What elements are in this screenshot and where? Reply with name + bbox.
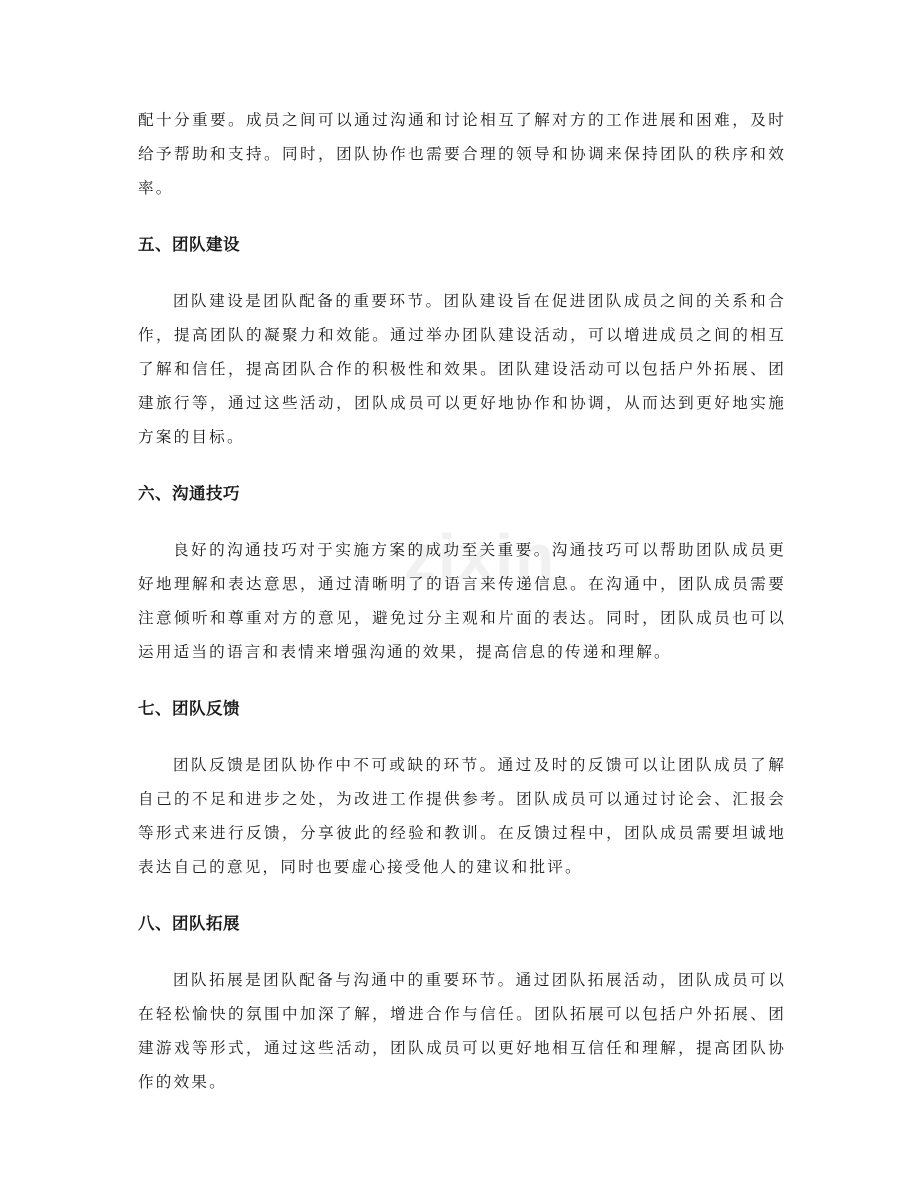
section-heading-team-expansion: 八、团队拓展 [138, 914, 240, 933]
section-heading-communication-skills: 六、沟通技巧 [138, 484, 240, 503]
document-body [138, 103, 786, 1099]
section-body-team-feedback: 团队反馈是团队协作中不可或缺的环节。通过及时的反馈可以让团队成员了解自己的不足和进步之处，为改进工作提供参考。团队成员可以通过讨论会、汇报会等形式来进行反馈，分享彼此的经验和教训。在反馈过程中，团队成员需要坦诚地表达自己的意见，同时也要虚心接受他人的建议和批评。 [138, 756, 786, 876]
section-heading-team-feedback: 七、团队反馈 [138, 699, 240, 718]
section-heading-team-building: 五、团队建设 [138, 235, 240, 254]
section-body-communication-skills: 良好的沟通技巧对于实施方案的成功至关重要。沟通技巧可以帮助团队成员更好地理解和表达意思，通过清晰明了的语言来传递信息。在沟通中，团队成员需要注意倾听和尊重对方的意见，避免过分主观和片面的表达。同时，团队成员也可以运用适当的语言和表情来增强沟通的效果，提高信息的传递和理解。 [138, 541, 786, 661]
section-body-team-building: 团队建设是团队配备的重要环节。团队建设旨在促进团队成员之间的关系和合作，提高团队的凝聚力和效能。通过举办团队建设活动，可以增进成员之间的相互了解和信任，提高团队合作的积极性和效果。团队建设活动可以包括户外拓展、团建旅行等，通过这些活动，团队成员可以更好地协作和协调，从而达到更好地实施方案的目标。 [138, 292, 786, 446]
section-body-team-expansion: 团队拓展是团队配备与沟通中的重要环节。通过团队拓展活动，团队成员可以在轻松愉快的氛围中加深了解，增进合作与信任。团队拓展可以包括户外拓展、团建游戏等形式，通过这些活动，团队成员可以更好地相互信任和理解，提高团队协作的效果。 [138, 971, 786, 1091]
intro-paragraph-continuation: 配十分重要。成员之间可以通过沟通和讨论相互了解对方的工作进展和困难，及时给予帮助和支持。同时，团队协作也需要合理的领导和协调来保持团队的秩序和效率。 [138, 111, 786, 197]
watermark: zixin [403, 521, 557, 593]
